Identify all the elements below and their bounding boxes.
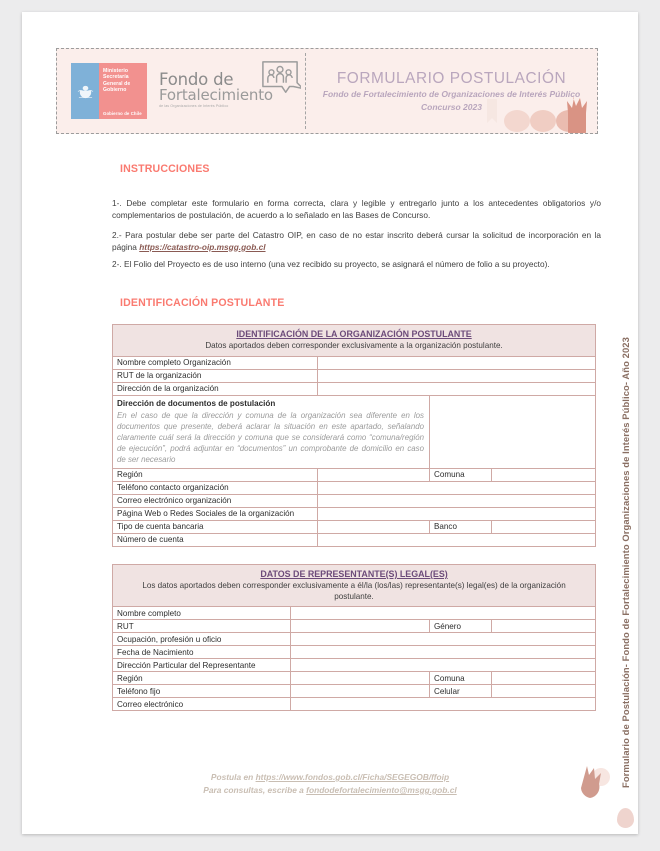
label-telefono-organizacion: Teléfono contacto organización	[113, 481, 318, 494]
gobierno-de-chile-logo	[71, 63, 147, 119]
field-comuna-representante[interactable]	[492, 672, 596, 685]
table-row	[113, 659, 596, 672]
field-comuna-organizacion[interactable]	[492, 468, 596, 481]
masthead-contest: Concurso 2023	[421, 101, 482, 112]
gobierno-de-chile-label: Gobierno de Chile	[103, 111, 142, 116]
field-correo-organizacion[interactable]	[318, 494, 596, 507]
table-row	[113, 369, 596, 382]
label-correo-organizacion: Correo electrónico organización	[113, 494, 318, 507]
label-direccion-documentos-title: Dirección de documentos de postulación	[117, 398, 276, 408]
field-telefono-fijo[interactable]	[291, 685, 430, 698]
field-web-organizacion[interactable]	[318, 507, 596, 520]
label-nombre-representante: Nombre completo	[113, 607, 291, 620]
fondo-line2: Fortalecimiento	[159, 86, 273, 104]
label-direccion-documentos-note: En el caso de que la dirección y comuna de la organización sea diferente en los documentos que presente, deberá aclarar la situación en este apartado, señalando claramente cuál será la dirección y comuna que se considerará como “comuna/región de ejecución”, podrá adjuntar en “documentos” un comprobante de domicilio en caso de ser necesario	[117, 410, 424, 464]
label-correo-representante: Correo electrónico	[113, 698, 291, 711]
field-banco[interactable]	[492, 520, 596, 533]
logo-pink-panel	[99, 63, 147, 119]
table-row	[113, 698, 596, 711]
masthead-logos	[57, 49, 305, 133]
label-direccion-organizacion: Dirección de la organización	[113, 382, 318, 395]
table-row	[113, 685, 596, 698]
masthead-title: FORMULARIO POSTULACIÓN	[336, 69, 567, 87]
field-direccion-documentos[interactable]	[430, 395, 596, 468]
label-fecha-nacimiento: Fecha de Nacimiento	[113, 646, 291, 659]
field-direccion-organizacion[interactable]	[318, 382, 596, 395]
document-masthead	[56, 48, 598, 134]
table-row	[113, 607, 596, 620]
field-celular[interactable]	[492, 685, 596, 698]
table-row	[113, 633, 596, 646]
fondo-line1: Fondo de	[159, 70, 234, 89]
label-rut-representante: RUT	[113, 620, 291, 633]
fondos-portal-link[interactable]: https://www.fondos.gob.cl/Ficha/SEGEGOB/ffoip	[255, 772, 450, 782]
masthead-title-block	[306, 49, 597, 133]
label-comuna-organizacion: Comuna	[430, 468, 492, 481]
table-org-subtitle: Datos aportados deben corresponder exclusivamente a la organización postulante.	[205, 341, 503, 350]
field-telefono-organizacion[interactable]	[318, 481, 596, 494]
table-row	[113, 507, 596, 520]
label-rut-organizacion: RUT de la organización	[113, 369, 318, 382]
field-genero[interactable]	[492, 620, 596, 633]
label-nombre-organizacion: Nombre completo Organización	[113, 356, 318, 369]
document-page	[22, 12, 638, 834]
table-rep-header-cell	[113, 565, 596, 607]
label-banco: Banco	[430, 520, 492, 533]
field-region-representante[interactable]	[291, 672, 430, 685]
label-telefono-fijo: Teléfono fijo	[113, 685, 291, 698]
field-ocupacion[interactable]	[291, 633, 596, 646]
table-datos-representante-legal	[112, 564, 596, 711]
section-heading-identificacion: IDENTIFICACIÓN POSTULANTE	[120, 297, 285, 309]
table-row	[113, 620, 596, 633]
instruction-paragraph-2-text: 2.- Para postular debe ser parte del Catastro OIP, en caso de no estar inscrito deberá cursar la solicitud de incorporación en la página	[112, 230, 601, 252]
table-org-title: IDENTIFICACIÓN DE LA ORGANIZACIÓN POSTULANTE	[236, 329, 472, 339]
petal-decoration-icon	[570, 764, 614, 804]
field-numero-cuenta[interactable]	[318, 533, 596, 546]
coat-of-arms-icon	[76, 84, 95, 99]
footer-consultas-line	[22, 784, 638, 797]
label-direccion-representante: Dirección Particular del Representante	[113, 659, 291, 672]
table-identificacion-organizacion	[112, 324, 596, 547]
fondo-line3: de las Organizaciones de Interés Público	[159, 104, 229, 108]
table-rep-title: DATOS DE REPRESENTANTE(S) LEGAL(ES)	[260, 569, 448, 579]
table-row	[113, 382, 596, 395]
table-header-row	[113, 565, 596, 607]
label-comuna-representante: Comuna	[430, 672, 492, 685]
section-heading-instrucciones: INSTRUCCIONES	[120, 163, 210, 175]
field-nombre-representante[interactable]	[291, 607, 596, 620]
table-row	[113, 533, 596, 546]
label-ocupacion: Ocupación, profesión u oficio	[113, 633, 291, 646]
table-rep-subtitle: Los datos aportados deben corresponder exclusivamente a él/la (los/las) representante(s) legal(es) de la organización postulante.	[142, 581, 566, 601]
footer-postula-text: Postula en	[210, 772, 256, 782]
table-header-row	[113, 325, 596, 357]
label-region-representante: Región	[113, 672, 291, 685]
ministerio-label: Ministerio Secretaría General de Gobierno	[103, 68, 131, 94]
instruction-paragraph-3: 2-. El Folio del Proyecto es de uso interno (una vez recibido su proyecto, se asignará el número de folio a su proyecto).	[112, 259, 550, 269]
footer-consultas-text: Para consultas, escribe a	[203, 785, 307, 795]
field-rut-representante[interactable]	[291, 620, 430, 633]
logo-blue-panel	[71, 63, 99, 119]
side-petal-decoration-icon	[617, 808, 634, 828]
fondo-wordmark	[159, 72, 273, 110]
field-tipo-cuenta[interactable]	[318, 520, 430, 533]
label-web-organizacion: Página Web o Redes Sociales de la organización	[113, 507, 318, 520]
table-row	[113, 494, 596, 507]
fondo-fortalecimiento-logo	[159, 72, 273, 110]
table-row	[113, 395, 596, 468]
label-tipo-cuenta: Tipo de cuenta bancaria	[113, 520, 318, 533]
label-genero: Género	[430, 620, 492, 633]
field-region-organizacion[interactable]	[318, 468, 430, 481]
masthead-subtitle: Fondo de Fortalecimiento de Organizaciones de Interés Público	[322, 88, 581, 99]
label-direccion-documentos	[113, 395, 430, 468]
catastro-oip-link[interactable]: https://catastro-oip.msgg.gob.cl	[139, 241, 266, 252]
field-correo-representante[interactable]	[291, 698, 596, 711]
table-row	[113, 481, 596, 494]
instruction-paragraph-1: 1-. Debe completar este formulario en forma correcta, clara y legible y entregarlo junto a los antecedentes obligatorios y/o complementarios de postulación, de acuerdo a lo señalado en las Bases de Concurso.	[112, 198, 601, 220]
label-numero-cuenta: Número de cuenta	[113, 533, 318, 546]
table-org-header-cell	[113, 325, 596, 357]
field-fecha-nacimiento[interactable]	[291, 646, 596, 659]
label-region-organizacion: Región	[113, 468, 318, 481]
label-celular: Celular	[430, 685, 492, 698]
table-row	[113, 356, 596, 369]
table-row	[113, 646, 596, 659]
table-row	[113, 672, 596, 685]
table-row	[113, 468, 596, 481]
contact-email-link[interactable]: fondodefortalecimiento@msgg.gob.cl	[306, 785, 457, 795]
footer-postula-line	[22, 771, 638, 784]
field-nombre-organizacion[interactable]	[318, 356, 596, 369]
side-vertical-caption: Formulario de Postulación- Fondo de Fortalecimiento Organizaciones de Interés Público- Año 2023	[620, 337, 631, 788]
field-rut-organizacion[interactable]	[318, 369, 596, 382]
table-row	[113, 520, 596, 533]
field-direccion-representante[interactable]	[291, 659, 596, 672]
instruction-paragraph-2	[112, 230, 601, 253]
